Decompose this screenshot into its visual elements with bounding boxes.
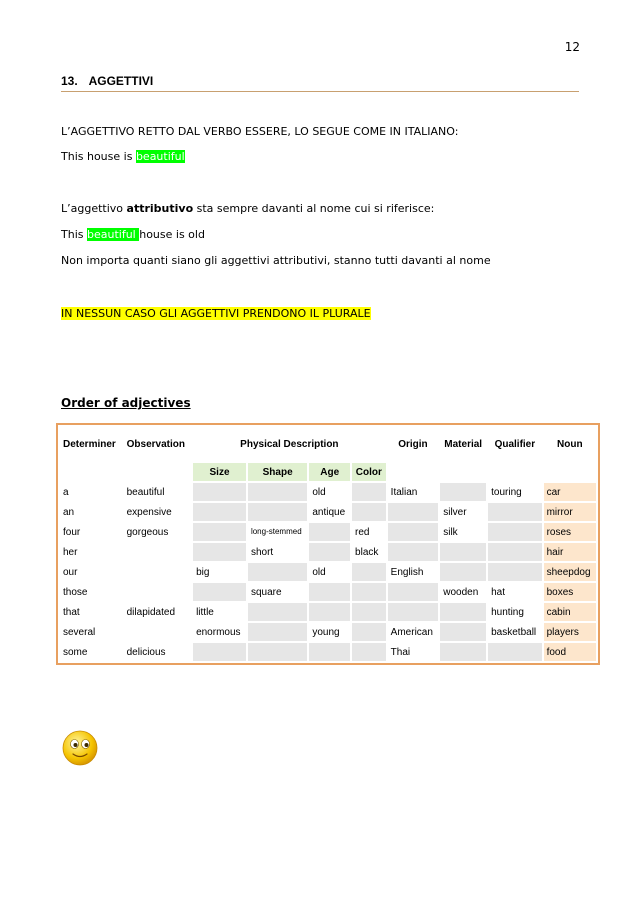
cell-qualifier (488, 543, 541, 561)
paragraph-1: L’AGGETTIVO RETTO DAL VERBO ESSERE, LO SEGUE COME IN ITALIANO: (61, 125, 459, 138)
header-physical: Physical Description (193, 427, 386, 461)
cell-observation: delicious (124, 643, 191, 661)
cell-origin (388, 503, 439, 521)
table-header-row (60, 427, 596, 461)
cell-material: wooden (440, 583, 486, 601)
page-number: 12 (564, 40, 580, 54)
cell-shape: long-stemmed (248, 523, 307, 541)
cell-origin (388, 603, 439, 621)
cell-size (193, 503, 246, 521)
cell-shape (248, 603, 307, 621)
cell-material (440, 643, 486, 661)
table-row (60, 543, 596, 561)
example-1-highlight: beautiful (135, 150, 185, 163)
cell-color: black (352, 543, 386, 561)
cell-observation (124, 543, 191, 561)
header-determiner: Determiner (60, 427, 122, 461)
cell-observation: gorgeous (124, 523, 191, 541)
cell-size (193, 543, 246, 561)
header-origin: Origin (388, 427, 439, 461)
table-row (60, 563, 596, 581)
cell-size (193, 583, 246, 601)
subheader-empty (124, 463, 191, 481)
paragraph-2-end: sta sempre davanti al nome cui si riferisce: (193, 202, 435, 215)
cell-color (352, 643, 386, 661)
section-title: AGGETTIVI (88, 74, 154, 88)
cell-determiner: a (60, 483, 122, 501)
example-2-highlight: beautiful (86, 228, 140, 241)
header-material: Material (440, 427, 486, 461)
warning-highlight: IN NESSUN CASO GLI AGGETTIVI PRENDONO IL PLURALE (61, 307, 371, 320)
smiley-face-icon (62, 730, 98, 766)
cell-origin: English (388, 563, 439, 581)
paragraph-2-bold: attributivo (126, 202, 194, 215)
subheader-size: Size (193, 463, 246, 481)
cell-qualifier: hunting (488, 603, 541, 621)
warning-line (61, 307, 371, 320)
header-noun: Noun (544, 427, 596, 461)
cell-qualifier: touring (488, 483, 541, 501)
cell-material: silver (440, 503, 486, 521)
cell-determiner: some (60, 643, 122, 661)
cell-age: young (309, 623, 350, 641)
cell-material (440, 563, 486, 581)
cell-origin (388, 543, 439, 561)
cell-noun: car (544, 483, 596, 501)
subheader-empty (388, 463, 439, 481)
cell-determiner: our (60, 563, 122, 581)
cell-qualifier (488, 563, 541, 581)
table-row (60, 623, 596, 641)
cell-size: big (193, 563, 246, 581)
cell-material (440, 483, 486, 501)
cell-noun: mirror (544, 503, 596, 521)
cell-age (309, 603, 350, 621)
cell-observation (124, 583, 191, 601)
cell-size (193, 483, 246, 501)
cell-observation (124, 623, 191, 641)
cell-age (309, 643, 350, 661)
table-row (60, 523, 596, 541)
subheader-empty (488, 463, 541, 481)
example-2 (61, 228, 205, 241)
cell-noun: food (544, 643, 596, 661)
cell-origin: American (388, 623, 439, 641)
cell-age: old (309, 483, 350, 501)
cell-age: antique (309, 503, 350, 521)
table-row (60, 643, 596, 661)
cell-determiner: several (60, 623, 122, 641)
cell-qualifier (488, 643, 541, 661)
cell-color (352, 583, 386, 601)
cell-color: red (352, 523, 386, 541)
cell-qualifier (488, 523, 541, 541)
cell-shape (248, 643, 307, 661)
subheader-age: Age (309, 463, 350, 481)
cell-origin: Italian (388, 483, 439, 501)
example-1-text: This house is (61, 150, 136, 163)
cell-origin: Thai (388, 643, 439, 661)
cell-noun: players (544, 623, 596, 641)
cell-qualifier (488, 503, 541, 521)
cell-determiner: her (60, 543, 122, 561)
subheader-color: Color (352, 463, 386, 481)
header-qualifier: Qualifier (488, 427, 541, 461)
table-row (60, 603, 596, 621)
cell-determiner: those (60, 583, 122, 601)
cell-color (352, 483, 386, 501)
cell-material: silk (440, 523, 486, 541)
cell-size (193, 643, 246, 661)
cell-age (309, 523, 350, 541)
cell-shape (248, 483, 307, 501)
cell-noun: hair (544, 543, 596, 561)
subheader-empty (60, 463, 122, 481)
paragraph-2-start: L’aggettivo (61, 202, 127, 215)
cell-size: enormous (193, 623, 246, 641)
cell-observation: expensive (124, 503, 191, 521)
cell-age (309, 543, 350, 561)
cell-shape: square (248, 583, 307, 601)
table-subheader-row (60, 463, 596, 481)
cell-determiner: four (60, 523, 122, 541)
cell-shape (248, 623, 307, 641)
cell-observation (124, 563, 191, 581)
subheader-shape: Shape (248, 463, 307, 481)
table-row (60, 483, 596, 501)
cell-shape (248, 503, 307, 521)
cell-origin (388, 583, 439, 601)
cell-noun: boxes (544, 583, 596, 601)
cell-determiner: an (60, 503, 122, 521)
section-number: 13. (61, 74, 78, 88)
subheader-empty (544, 463, 596, 481)
adjective-order-table (56, 423, 600, 665)
cell-material (440, 603, 486, 621)
order-title: Order of adjectives (61, 396, 191, 410)
example-2-end: house is old (139, 228, 205, 241)
cell-age (309, 583, 350, 601)
cell-material (440, 543, 486, 561)
paragraph-2 (61, 202, 434, 215)
cell-observation: beautiful (124, 483, 191, 501)
header-observation: Observation (124, 427, 191, 461)
cell-size (193, 523, 246, 541)
cell-origin (388, 523, 439, 541)
paragraph-3: Non importa quanti siano gli aggettivi attributivi, stanno tutti davanti al nome (61, 254, 491, 267)
cell-color (352, 503, 386, 521)
cell-color (352, 563, 386, 581)
cell-shape: short (248, 543, 307, 561)
cell-color (352, 623, 386, 641)
cell-determiner: that (60, 603, 122, 621)
subheader-empty (440, 463, 486, 481)
cell-noun: cabin (544, 603, 596, 621)
section-heading (61, 74, 579, 92)
cell-shape (248, 563, 307, 581)
example-2-start: This (61, 228, 87, 241)
example-1 (61, 150, 185, 163)
cell-age: old (309, 563, 350, 581)
cell-material (440, 623, 486, 641)
cell-qualifier: basketball (488, 623, 541, 641)
cell-noun: sheepdog (544, 563, 596, 581)
cell-color (352, 603, 386, 621)
cell-observation: dilapidated (124, 603, 191, 621)
cell-size: little (193, 603, 246, 621)
cell-noun: roses (544, 523, 596, 541)
table-row (60, 503, 596, 521)
table-row (60, 583, 596, 601)
cell-qualifier: hat (488, 583, 541, 601)
